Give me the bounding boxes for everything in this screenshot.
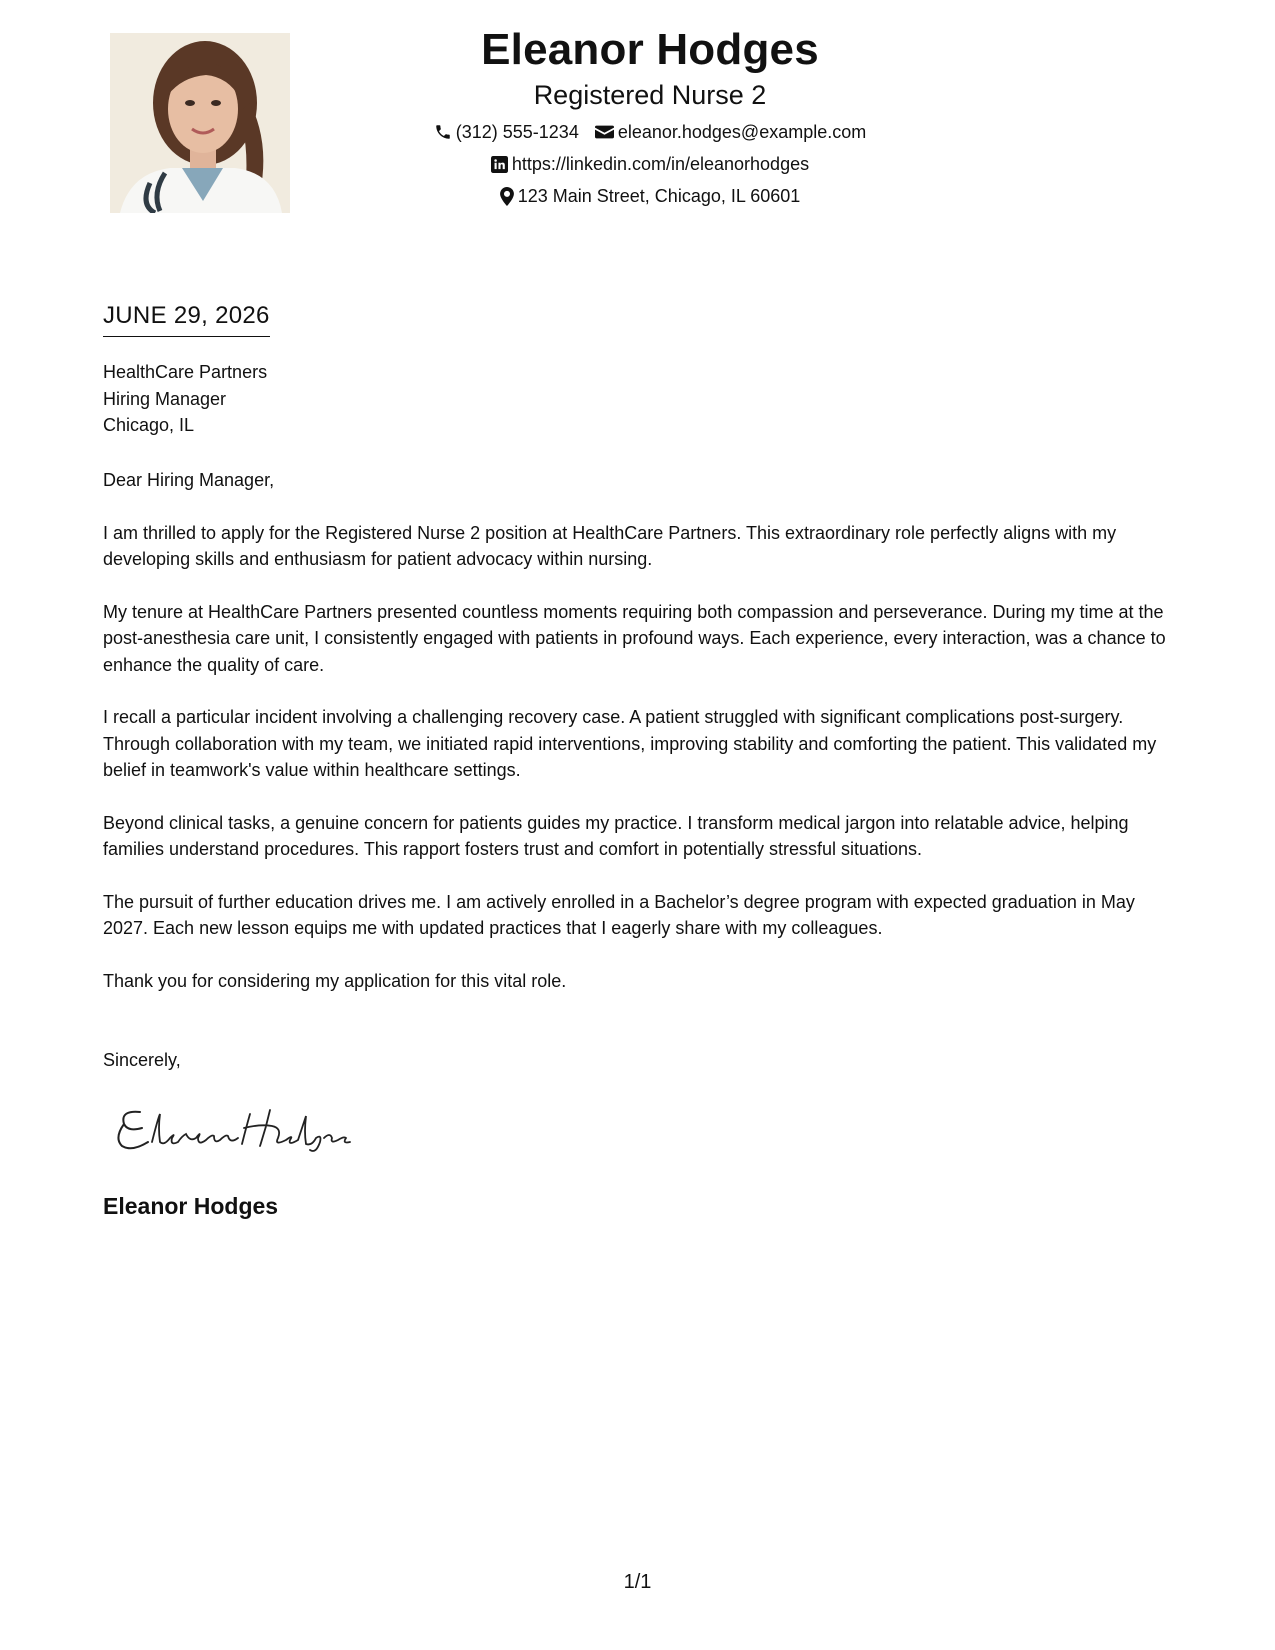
paragraph: Beyond clinical tasks, a genuine concern for patients guides my practice. I transform medical jargon into relatable advice, helping families understand procedures. This rapport fosters trust and comfort in potentially stressful situations. (103, 812, 1129, 859)
street-address: 123 Main Street, Chicago, IL 60601 (517, 186, 801, 206)
phone-number: (312) 555-1234 (455, 122, 579, 142)
closing: Sincerely, (103, 1050, 181, 1070)
applicant-name: Eleanor Hodges (481, 25, 819, 74)
map-pin-icon (500, 187, 514, 206)
linkedin-url[interactable]: https://linkedin.com/in/eleanorhodges (511, 154, 810, 174)
paragraph: I recall a particular incident involving a challenging recovery case. A patient struggled with significant complications post-surgery. Through collaboration with my team, we initiated rapid interventions, improving stability and comforting the patient. This validated my belief in teamwork's value within healthcare settings. (103, 707, 1157, 780)
contact-line-phone-email (290, 116, 1010, 148)
handwritten-signature (110, 1098, 360, 1158)
linkedin-icon (491, 156, 508, 173)
recipient-role: Hiring Manager (103, 388, 227, 409)
paragraph: The pursuit of further education drives me. I am actively enrolled in a Bachelor’s degree program with expected graduation in May 2027. Each new lesson equips me with updated practices that I eagerly share with my colleagues. (103, 891, 1135, 938)
signer-name: Eleanor Hodges (103, 1193, 279, 1219)
letter-date: JUNE 29, 2026 (103, 300, 270, 337)
contact-line-linkedin (290, 148, 1010, 180)
envelope-icon (595, 124, 614, 140)
paragraph: I am thrilled to apply for the Registered Nurse 2 position at HealthCare Partners. This extraordinary role perfectly aligns with my developing skills and enthusiasm for patient advocacy within nursing. (103, 522, 1117, 569)
address-contact (500, 180, 801, 212)
email-address[interactable]: eleanor.hodges@example.com (617, 122, 867, 142)
profile-photo (110, 33, 290, 213)
linkedin-contact[interactable] (491, 148, 809, 180)
phone-icon (434, 123, 452, 141)
letter-body (103, 467, 1183, 1020)
paragraph: My tenure at HealthCare Partners presented countless moments requiring both compassion and perseverance. During my time at the post-anesthesia care unit, I consistently engaged with patients in profound ways. Each experience, every interaction, was a chance to enhance the quality of care. (103, 601, 1166, 675)
page-number: 1/1 (623, 1571, 652, 1593)
paragraph: Thank you for considering my application for this vital role. (103, 970, 567, 991)
recipient-location: Chicago, IL (103, 415, 195, 435)
phone-contact (434, 116, 579, 148)
recipient-company: HealthCare Partners (103, 362, 268, 382)
resume-header (290, 22, 1010, 212)
recipient-block (103, 359, 267, 439)
contact-line-address (290, 180, 1010, 212)
salutation: Dear Hiring Manager, (103, 470, 275, 490)
email-contact[interactable] (595, 116, 866, 148)
job-title: Registered Nurse 2 (533, 80, 767, 110)
